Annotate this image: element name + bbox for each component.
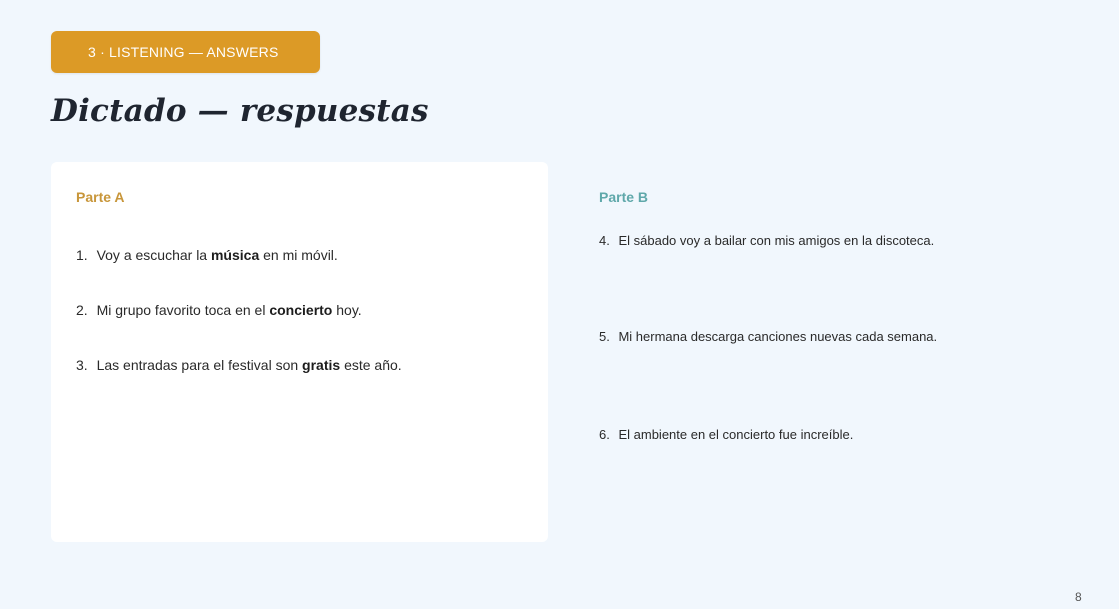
- part-b-heading: Parte B: [599, 189, 649, 205]
- item-answer: concierto: [269, 302, 333, 318]
- item-text-after: hoy.: [336, 302, 362, 318]
- part-a-item-2: [76, 302, 362, 318]
- part-a-item-1: [76, 247, 338, 263]
- item-text-before: Las entradas para el festival son: [96, 357, 299, 373]
- item-text: Mi hermana descarga canciones nuevas cada semana.: [618, 329, 938, 344]
- item-text: El ambiente en el concierto fue increíble.: [618, 427, 854, 442]
- page-number: 8: [1075, 590, 1082, 604]
- item-text-after: este año.: [344, 357, 402, 373]
- part-b-item-5: [599, 329, 937, 344]
- item-number: 6.: [599, 427, 610, 442]
- item-number: 5.: [599, 329, 610, 344]
- section-badge: [51, 31, 320, 73]
- item-number: 3.: [76, 357, 88, 373]
- item-text: El sábado voy a bailar con mis amigos en la discoteca.: [618, 233, 935, 248]
- part-a-card: [51, 162, 548, 542]
- item-number: 4.: [599, 233, 610, 248]
- item-number: 1.: [76, 247, 88, 263]
- page-title: Dictado — respuestas: [51, 93, 429, 129]
- item-answer: gratis: [302, 357, 341, 373]
- part-a-heading: Parte A: [76, 189, 125, 205]
- part-b-item-6: [599, 427, 853, 442]
- part-b-item-4: [599, 233, 934, 248]
- part-a-item-3: [76, 357, 402, 373]
- item-number: 2.: [76, 302, 88, 318]
- item-text-before: Voy a escuchar la: [96, 247, 208, 263]
- item-text-before: Mi grupo favorito toca en el: [96, 302, 266, 318]
- item-answer: música: [210, 247, 260, 263]
- section-badge-label: 3 · LISTENING — ANSWERS: [88, 44, 279, 60]
- item-text-after: en mi móvil.: [263, 247, 338, 263]
